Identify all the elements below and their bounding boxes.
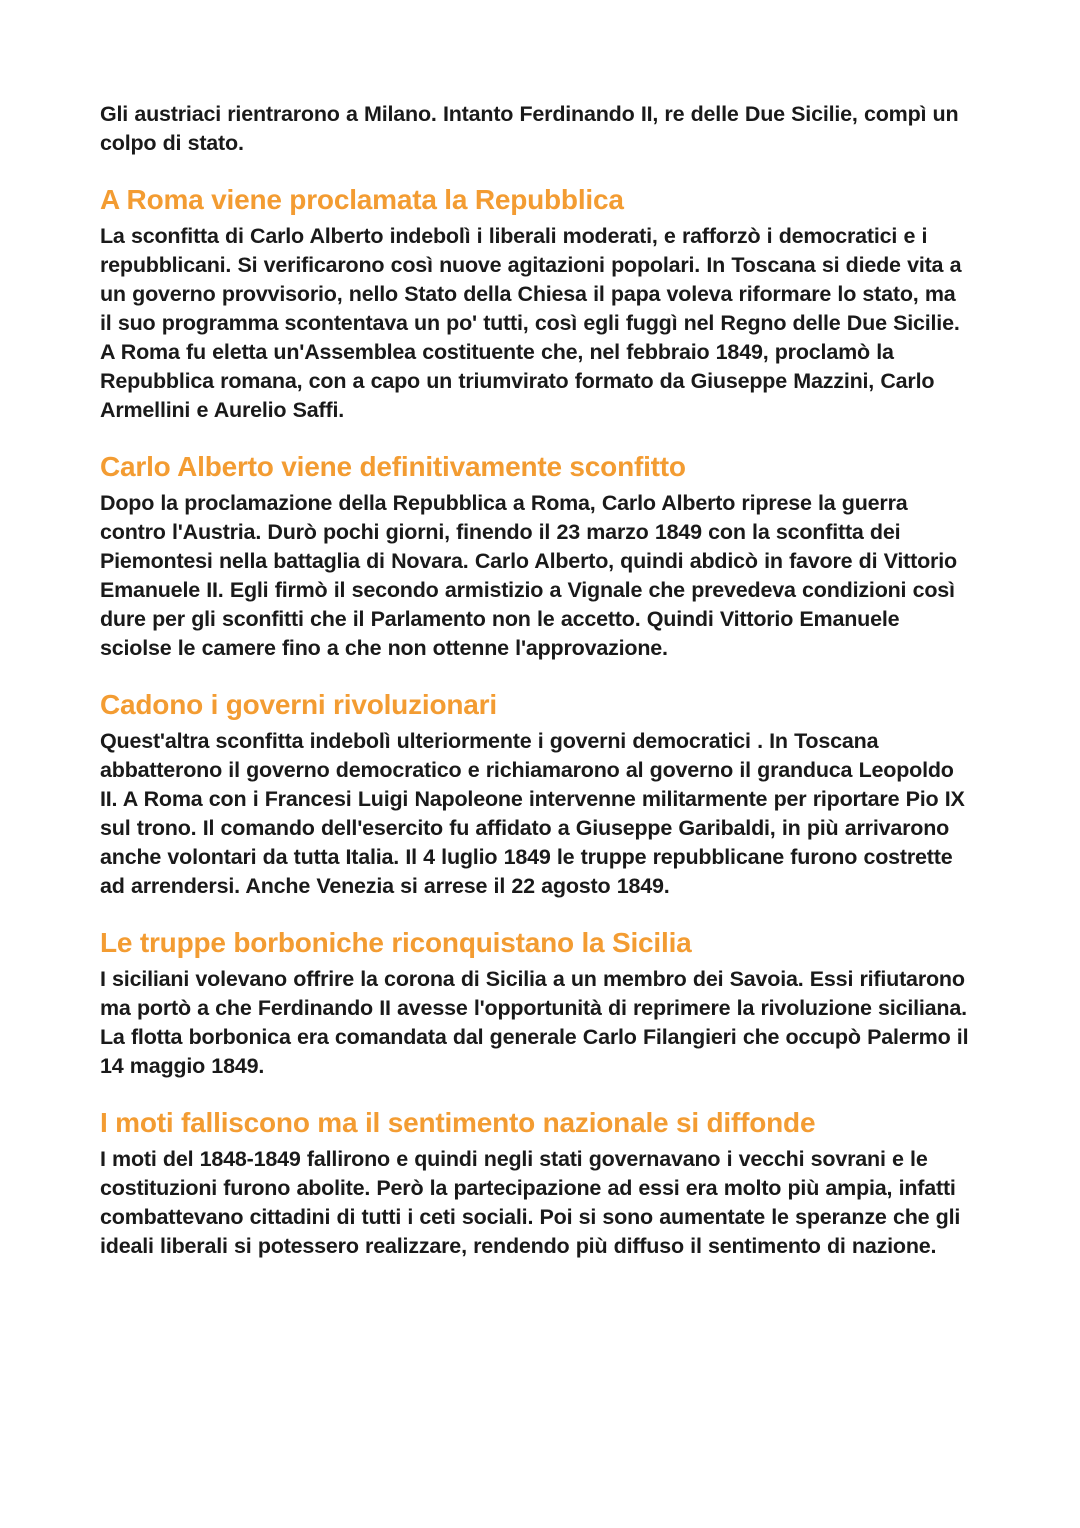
section-heading: Cadono i governi rivoluzionari [100, 689, 497, 720]
section-truppe-borboniche [100, 927, 972, 1081]
section-body: I moti del 1848-1849 fallirono e quindi negli stati governavano i vecchi sovrani e le costituzioni furono abolite. Però la partecipazione ad essi era molto più ampia, infatti combattevano cittadini di tutti i ceti sociali. Poi si sono aumentate le speranze che gli ideali liberali si potessero realizzare, rendendo più diffuso il sentimento di nazione. [100, 1147, 961, 1258]
section-repubblica-roma [100, 184, 972, 425]
section-body: I siciliani volevano offrire la corona di Sicilia a un membro dei Savoia. Essi rifiutarono ma portò a che Ferdinando II avesse l'opportunità di reprimere la rivoluzione siciliana. La flotta borbonica era comandata dal generale Carlo Filangieri che occupò Palermo il 14 maggio 1849. [100, 967, 969, 1078]
section-moti-falliscono [100, 1107, 972, 1261]
section-body: Dopo la proclamazione della Repubblica a Roma, Carlo Alberto riprese la guerra contro l'Austria. Durò pochi giorni, finendo il 23 marzo 1849 con la sconfitta dei Piemontesi nella battaglia di Novara. Carlo Alberto, quindi abdicò in favore di Vittorio Emanuele II. Egli firmò il secondo armistizio a Vignale che prevedeva condizioni così dure per gli sconfitti che il Parlamento non le accetto. Quindi Vittorio Emanuele sciolse le camere fino a che non ottenne l'approvazione. [100, 491, 957, 660]
section-heading: A Roma viene proclamata la Repubblica [100, 184, 624, 215]
section-governi-rivoluzionari [100, 689, 972, 901]
section-body: Quest'altra sconfitta indebolì ulteriormente i governi democratici . In Toscana abbatterono il governo democratico e richiamarono al governo il granduca Leopoldo II. A Roma con i Francesi Luigi Napoleone intervenne militarmente per riportare Pio IX sul trono. Il comando dell'esercito fu affidato a Giuseppe Garibaldi, in più arrivarono anche volontari da tutta Italia. Il 4 luglio 1849 le truppe repubblicane furono costrette ad arrendersi. Anche Venezia si arrese il 22 agosto 1849. [100, 729, 965, 898]
section-body: La sconfitta di Carlo Alberto indebolì i liberali moderati, e rafforzò i democratici e i repubblicani. Si verificarono così nuove agitazioni popolari. In Toscana si diede vita a un governo provvisorio, nello Stato della Chiesa il papa voleva riformare lo stato, ma il suo programma scontentava un po' tutti, così egli fuggì nel Regno delle Due Sicilie. A Roma fu eletta un'Assemblea costituente che, nel febbraio 1849, proclamò la Repubblica romana, con a capo un triumvirato formato da Giuseppe Mazzini, Carlo Armellini e Aurelio Saffi. [100, 224, 962, 422]
section-heading: I moti falliscono ma il sentimento nazionale si diffonde [100, 1107, 816, 1138]
section-carlo-alberto-sconfitto [100, 451, 972, 663]
intro-paragraph: Gli austriaci rientrarono a Milano. Intanto Ferdinando II, re delle Due Sicilie, compì un colpo di stato. [100, 102, 959, 155]
section-heading: Le truppe borboniche riconquistano la Sicilia [100, 927, 692, 958]
section-heading: Carlo Alberto viene definitivamente sconfitto [100, 451, 686, 482]
